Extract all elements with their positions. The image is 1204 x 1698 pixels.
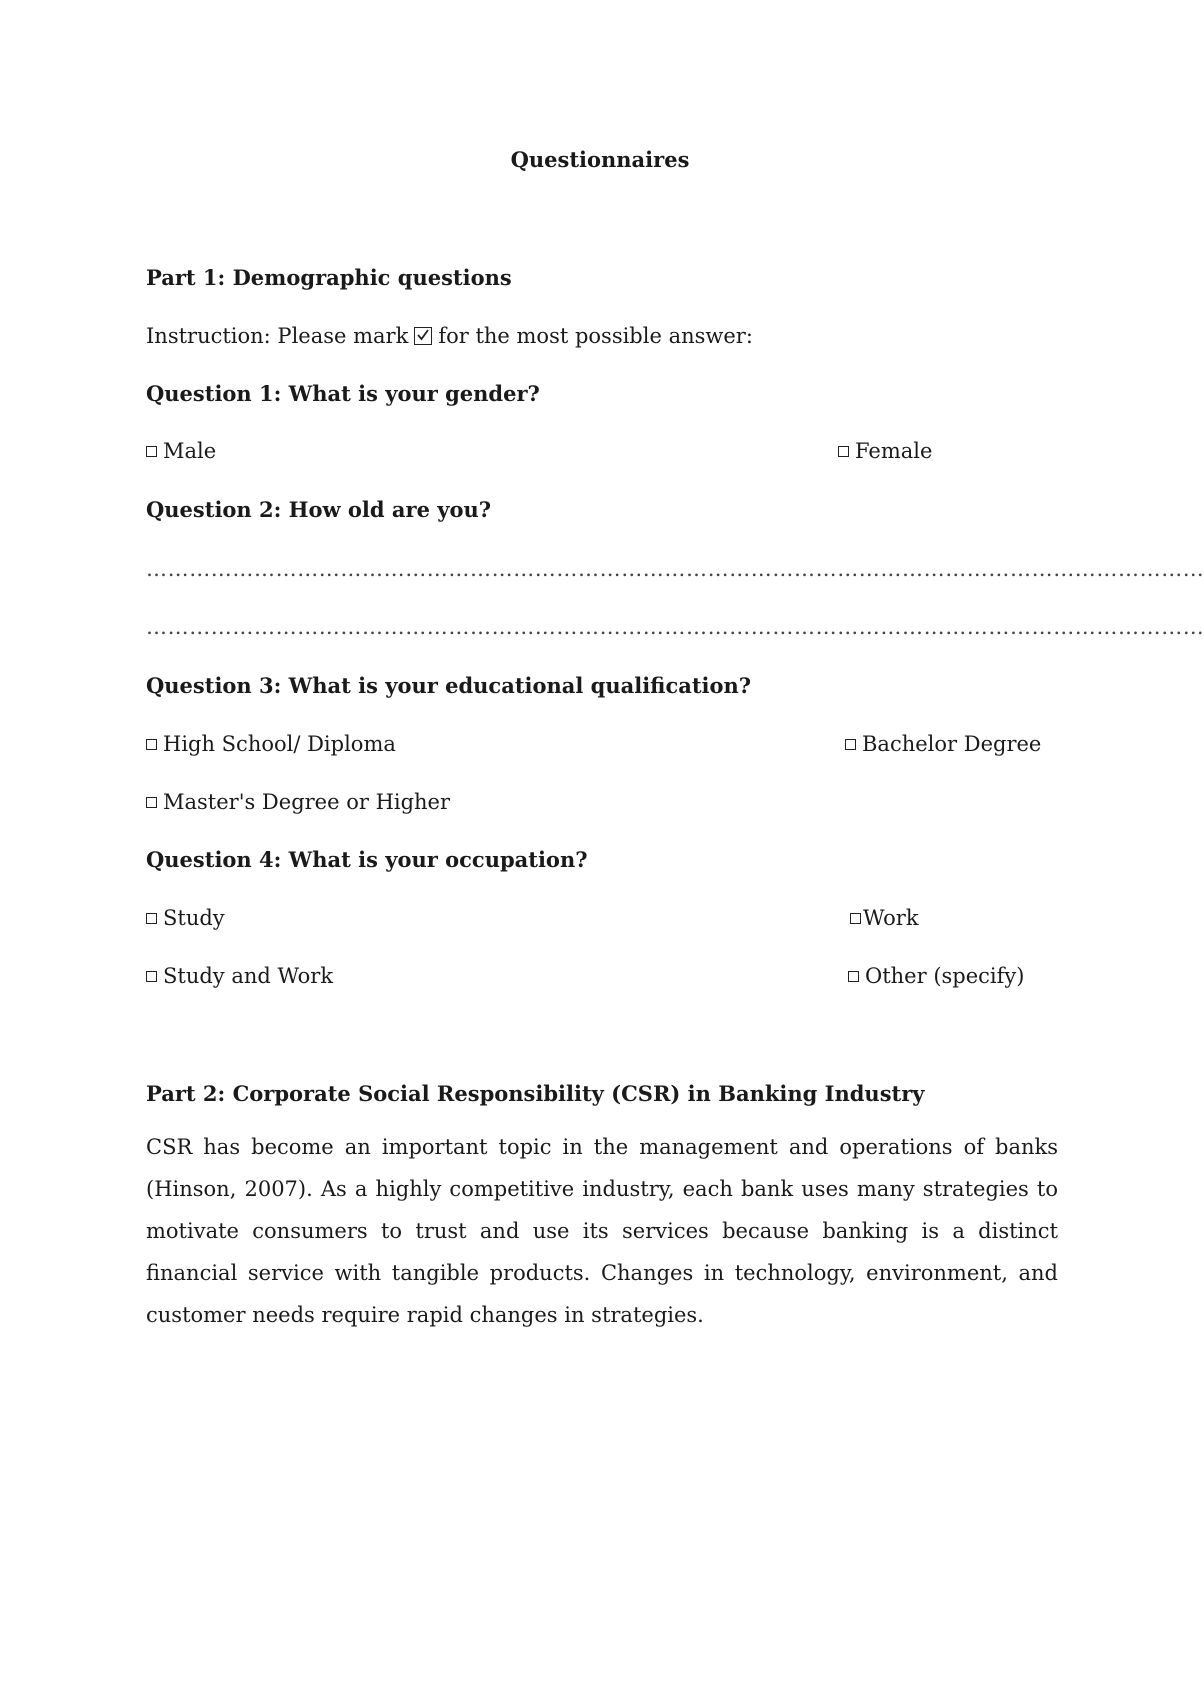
age-answer-line-1[interactable]: ………………………………………………………………………………………………………………………………… — [146, 557, 1204, 581]
question-4-label: Question 4: What is your occupation? — [146, 847, 588, 872]
option-female[interactable] — [838, 437, 932, 465]
age-answer-line-2[interactable]: ………………………………………………………………………………………………………………………………… — [146, 615, 1204, 639]
option-label: Other (specify) — [865, 964, 1025, 988]
option-bachelor[interactable] — [845, 730, 1041, 758]
checkbox-icon[interactable] — [146, 446, 157, 457]
option-masters[interactable] — [146, 788, 450, 816]
option-high-school[interactable] — [146, 730, 396, 758]
checkbox-icon[interactable] — [146, 971, 157, 982]
option-label: Work — [863, 906, 919, 930]
option-label: Study — [163, 906, 225, 930]
checkbox-icon[interactable] — [146, 739, 157, 750]
option-study[interactable] — [146, 904, 225, 932]
page-title: Questionnaires — [510, 147, 690, 172]
checkbox-icon[interactable] — [838, 446, 849, 457]
instruction-line — [146, 322, 753, 350]
instruction-text-after: for the most possible answer: — [438, 324, 753, 348]
option-label: Bachelor Degree — [862, 732, 1042, 756]
option-label: High School/ Diploma — [163, 732, 396, 756]
option-label: Male — [163, 439, 217, 463]
option-other[interactable] — [848, 962, 1024, 990]
question-3-label: Question 3: What is your educational qualification? — [146, 673, 752, 698]
instruction-text-before: Instruction: Please mark — [146, 324, 409, 348]
question-1-label: Question 1: What is your gender? — [146, 381, 540, 406]
checkbox-icon[interactable] — [146, 797, 157, 808]
option-label: Study and Work — [163, 964, 334, 988]
checkbox-icon[interactable] — [146, 913, 157, 924]
checkbox-icon[interactable] — [845, 739, 856, 750]
part2-heading: Part 2: Corporate Social Responsibility (CSR) in Banking Industry — [146, 1081, 925, 1106]
part1-heading: Part 1: Demographic questions — [146, 265, 512, 290]
part2-paragraph: CSR has become an important topic in the management and operations of banks (Hinson, 2007). As a highly competitive industry, each bank uses many strategies to motivate consumers to trust and use its services because banking is a distinct financial service with tangible products. Changes in technology, environment, and customer needs require rapid changes in strategies. — [146, 1135, 1058, 1327]
option-study-and-work[interactable] — [146, 962, 333, 990]
option-male[interactable] — [146, 437, 216, 465]
checkbox-icon[interactable] — [848, 971, 859, 982]
question-2-label: Question 2: How old are you? — [146, 497, 492, 522]
option-label: Master's Degree or Higher — [163, 790, 451, 814]
checked-box-icon — [414, 327, 432, 345]
checkbox-icon[interactable] — [850, 913, 861, 924]
option-label: Female — [855, 439, 933, 463]
option-work[interactable] — [850, 904, 919, 932]
